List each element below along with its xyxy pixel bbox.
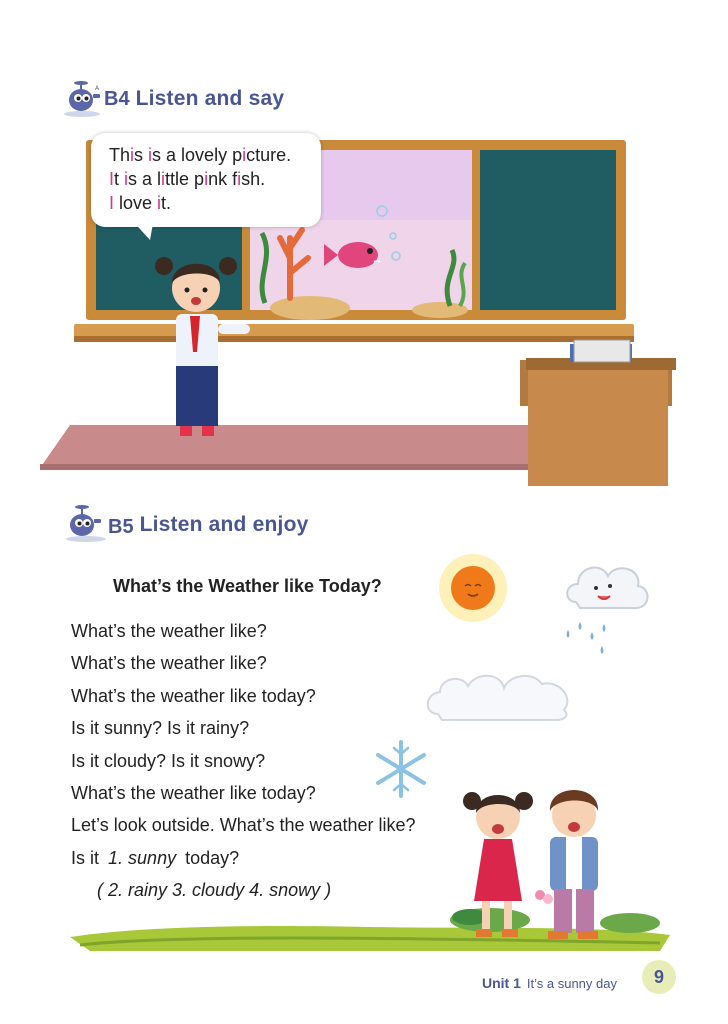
lyric-line: What’s the weather like? [71,653,267,674]
b5-title: Listen and enjoy [139,513,309,536]
teacher-desk [520,340,676,486]
board-right [480,150,616,310]
b5-code: B5 [108,515,134,538]
lyric-line: Is it cloudy? Is it snowy? [71,750,266,771]
rain-cloud-icon [558,550,658,662]
song-title: What’s the Weather like Today? [113,576,382,596]
cloud-icon [424,650,578,722]
sun-icon [428,548,518,628]
bubble-line-1: This is a lovely picture. [109,145,292,165]
lyric-line-options: Is it 1. sunny today? [71,847,240,868]
bubble-line-2: It is a little pink fish. [109,169,266,189]
stage-floor [40,425,560,468]
b4-heading [62,80,284,118]
bubble-tail [128,218,158,242]
lyric-line: Let’s look outside. What’s the weather like? [71,815,416,836]
page-number: 9 [642,960,676,994]
b5-heading [62,503,308,543]
bubble-line-3: I love it. [109,193,172,213]
b4-title: Listen and say [135,87,285,110]
lyric-line: What’s the weather like? [71,621,267,641]
lyric-line: Is it sunny? Is it rainy? [71,718,250,739]
page-footer [482,975,617,991]
board-ledge [74,324,634,338]
footer-unit: Unit 1 [482,975,521,991]
svg-text:A: A [95,85,100,92]
robot-mascot-icon [62,80,104,118]
lyric-line: What’s the weather like today? [71,783,316,804]
speech-bubble [91,133,321,227]
options-line: ( 2. rainy 3. cloudy 4. snowy ) [97,880,332,901]
footer-title: It’s a sunny day [526,975,617,991]
lyric-line: What’s the weather like today? [71,685,316,706]
b4-code: B4 [104,87,130,110]
robot-mascot-icon [62,503,108,543]
children-grass-illustration [70,775,670,955]
boy-singing [548,790,598,939]
option-sunny: 1. sunny [108,847,177,868]
